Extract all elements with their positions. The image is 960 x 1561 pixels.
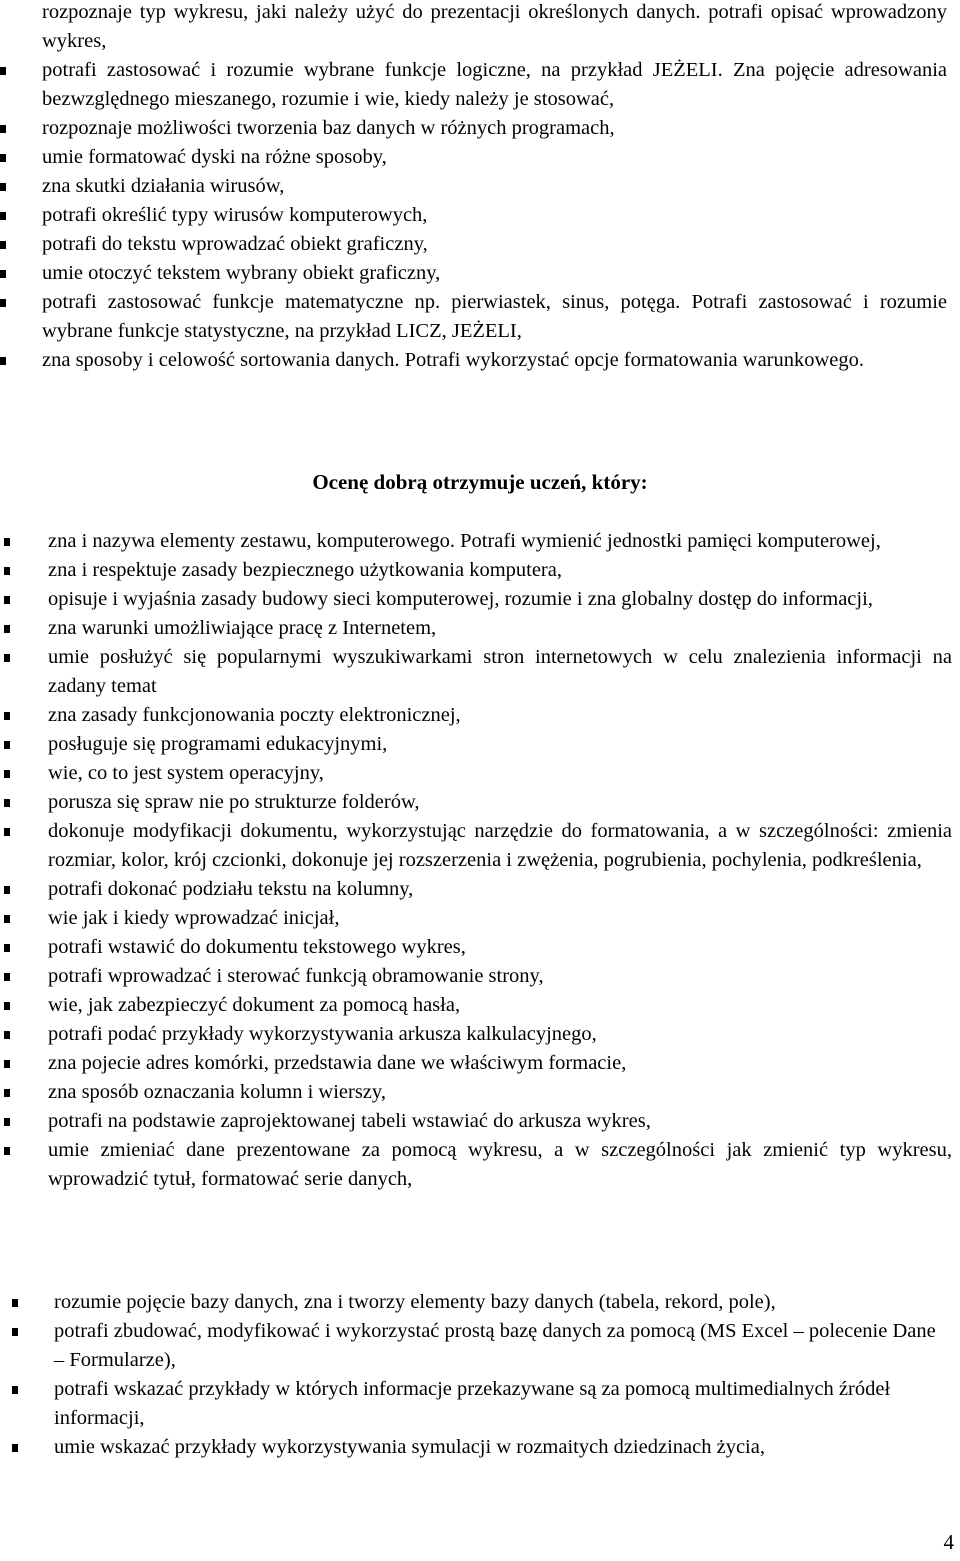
bullet-icon [0,154,6,162]
bullet-icon [4,1147,10,1155]
list-item-text: potrafi na podstawie zaprojektowanej tabeli wstawiać do arkusza wykres, [48,1110,651,1132]
list-item-text: umie zmieniać dane prezentowane za pomocą wykresu, a w szczególności jak zmienić typ wykresu, wprowadzić tytuł, formatować serie danych, [48,1139,952,1190]
list-item [42,143,947,172]
list-item [48,904,952,933]
list-item-text: zna i nazywa elementy zestawu, komputerowego. Potrafi wymienić jednostki pamięci komputerowej, [48,530,881,552]
list-item [42,0,947,56]
bullet-icon [4,625,10,633]
list-item-text: potrafi wprowadzać i sterować funkcją obramowanie strony, [48,965,544,987]
list-item-text: potrafi dokonać podziału tekstu na kolumny, [48,878,414,900]
section-heading: Ocenę dobrą otrzymuje uczeń, który: [312,470,648,494]
bullet-icon [4,567,10,575]
list-item-text: rozpoznaje możliwości tworzenia baz danych w różnych programach, [42,117,615,139]
bullet-icon [12,1299,18,1307]
bullet-icon [4,828,10,836]
list-item-text: potrafi wskazać przykłady w których informacje przekazywane są za pomocą multimedialnych źródeł informacji, [54,1378,891,1429]
list-item [48,1020,952,1049]
bullet-icon [12,1444,18,1452]
list-item-text: zna i respektuje zasady bezpiecznego użytkowania komputera, [48,559,562,581]
list-item-text: porusza się spraw nie po strukturze folderów, [48,791,420,813]
bullet-icon [4,538,10,546]
list-item [48,875,952,904]
list-item-text: opisuje i wyjaśnia zasady budowy sieci komputerowej, rozumie i zna globalny dostęp do informacji, [48,588,873,610]
bullet-icon [4,654,10,662]
list-item-text: potrafi zbudować, modyfikować i wykorzystać prostą bazę danych za pomocą (MS Excel – polecenie Dane – Formularze), [54,1320,936,1371]
list-item-text: potrafi wstawić do dokumentu tekstowego wykres, [48,936,466,958]
bullet-icon [4,1031,10,1039]
list-item [48,701,952,730]
list-item-text: zna zasady funkcjonowania poczty elektronicznej, [48,704,461,726]
list-item-text: rozpoznaje typ wykresu, jaki należy użyć do prezentacji określonych danych. potrafi opisać wprowadzony wykres, [42,1,947,52]
list-item [42,201,947,230]
list-item [48,991,952,1020]
requirements-list-satisfactory [42,0,947,375]
requirements-list-continued [54,1288,949,1462]
list-item [48,962,952,991]
list-item-text: umie posłużyć się popularnymi wyszukiwarkami stron internetowych w celu znalezienia informacji na zadany temat [48,646,952,697]
bullet-icon [12,1386,18,1394]
list-item-text: zna sposób oznaczania kolumn i wierszy, [48,1081,386,1103]
list-item-text: wie, co to jest system operacyjny, [48,762,324,784]
bullet-icon [4,799,10,807]
bullet-icon [4,1002,10,1010]
list-item [42,114,947,143]
bullet-icon [0,67,6,75]
list-item-text: zna warunki umożliwiające pracę z Internetem, [48,617,437,639]
list-item-text: wie, jak zabezpieczyć dokument za pomocą hasła, [48,994,461,1016]
list-item [48,614,952,643]
list-item-text: potrafi podać przykłady wykorzystywania arkusza kalkulacyjnego, [48,1023,597,1045]
bullet-icon [4,596,10,604]
list-item [54,1288,949,1317]
list-item-text: umie wskazać przykłady wykorzystywania symulacji w rozmaitych dziedzinach życia, [54,1436,765,1458]
list-item [48,933,952,962]
page-number: 4 [943,1530,954,1554]
requirements-list-good [48,527,952,1194]
list-item [48,1049,952,1078]
list-item-text: rozumie pojęcie bazy danych, zna i tworzy elementy bazy danych (tabela, rekord, pole), [54,1291,776,1313]
bullet-icon [12,1328,18,1336]
bullet-icon [4,915,10,923]
list-item-text: dokonuje modyfikacji dokumentu, wykorzystując narzędzie do formatowania, a w szczególności: zmienia rozmiar, kolor, krój czcionki, dokonuje jej rozszerzenia i zwężenia, pogrubienia, pochylenia, podkreślenia, [48,820,952,871]
list-item [42,230,947,259]
list-item [42,56,947,114]
list-item-text: potrafi do tekstu wprowadzać obiekt graficzny, [42,233,428,255]
list-item [54,1375,949,1433]
list-item-text: potrafi zastosować i rozumie wybrane funkcje logiczne, na przykład JEŻELI. Zna pojęcie adresowania bezwzględnego mieszanego, rozumie i wie, kiedy należy je stosować, [42,59,947,110]
list-item [48,730,952,759]
list-item [48,643,952,701]
list-item-text: zna pojecie adres komórki, przedstawia dane we właściwym formacie, [48,1052,627,1074]
list-item [48,527,952,556]
bullet-icon [4,1118,10,1126]
list-item [48,1078,952,1107]
bullet-icon [4,886,10,894]
bullet-icon [0,299,6,307]
list-item [42,259,947,288]
list-item-text: umie otoczyć tekstem wybrany obiekt graficzny, [42,262,441,284]
list-item [48,1107,952,1136]
bullet-icon [0,357,6,365]
list-item [48,759,952,788]
bullet-icon [0,183,6,191]
list-item-text: umie formatować dyski na różne sposoby, [42,146,387,168]
list-item [42,346,947,375]
list-item [48,788,952,817]
bullet-icon [4,770,10,778]
list-item [48,817,952,875]
list-item [48,1136,952,1194]
list-item [54,1317,949,1375]
bullet-icon [4,1060,10,1068]
list-item [42,288,947,346]
list-item-text: potrafi określić typy wirusów komputerowych, [42,204,428,226]
bullet-icon [4,712,10,720]
bullet-icon [4,973,10,981]
list-item [48,556,952,585]
list-item-text: potrafi zastosować funkcje matematyczne np. pierwiastek, sinus, potęga. Potrafi zastosować i rozumie wybrane funkcje statystyczne, na przykład LICZ, JEŻELI, [42,291,947,342]
list-item [48,585,952,614]
list-item [42,172,947,201]
bullet-icon [4,1089,10,1097]
list-item-text: posługuje się programami edukacyjnymi, [48,733,388,755]
bullet-icon [0,241,6,249]
list-item-text: zna sposoby i celowość sortowania danych. Potrafi wykorzystać opcje formatowania warunkowego. [42,349,865,371]
bullet-icon [4,944,10,952]
list-item-text: zna skutki działania wirusów, [42,175,285,197]
bullet-icon [0,270,6,278]
bullet-icon [0,125,6,133]
bullet-icon [4,741,10,749]
list-item [54,1433,949,1462]
bullet-icon [0,212,6,220]
list-item-text: wie jak i kiedy wprowadzać inicjał, [48,907,340,929]
